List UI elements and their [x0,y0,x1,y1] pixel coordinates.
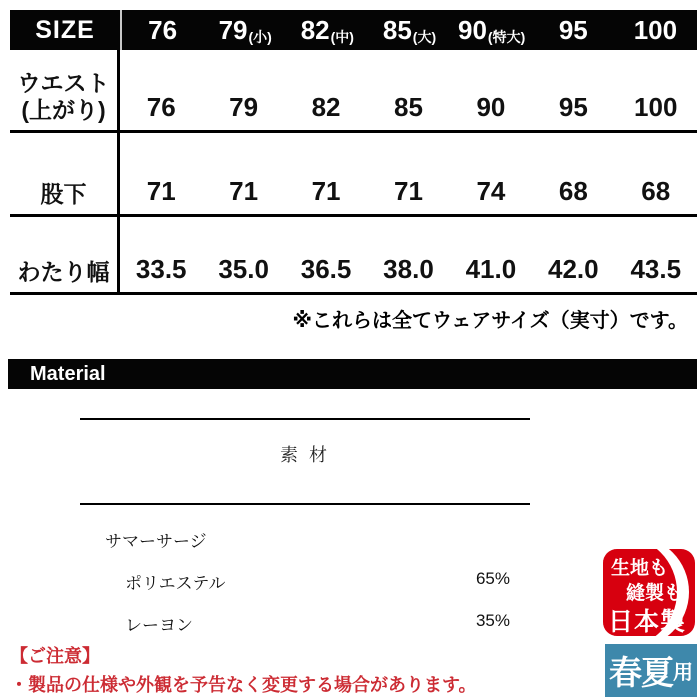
thigh-width-value: 43.5 [630,254,682,284]
inseam-value: 68 [558,176,588,206]
row-label-line2: (上がり) [21,97,106,123]
thigh-width-value: 41.0 [465,254,517,284]
size-suffix: (中) [330,29,354,45]
waist-value: 90 [476,92,506,122]
table-row-waist [10,50,697,133]
size-number: 95 [558,14,588,45]
size-suffix: (小) [248,29,272,45]
notice-block [10,645,477,696]
size-number: 100 [633,14,678,45]
size-suffix: (特大) [487,29,526,45]
row-label-inseam [10,133,120,214]
size-header-label: SIZE [10,10,122,50]
size-table-body [10,50,697,295]
size-suffix: (大) [412,29,437,45]
inseam-value: 68 [641,176,671,206]
size-number: 82 [300,14,330,45]
row-label-waist [10,50,120,130]
size-header-cell-85 [368,10,450,50]
size-header-cell-90 [451,10,533,50]
thigh-width-value: 38.0 [383,254,434,284]
size-header-cell-95 [533,10,615,50]
size-number: 85 [382,14,412,45]
inseam-value: 71 [146,176,176,206]
season-badge [605,644,697,697]
row-label-line1: わたり幅 [17,259,110,285]
thigh-width-value: 42.0 [548,254,599,284]
size-header-cell-76 [122,10,204,50]
table-row-thigh-width [10,217,697,295]
size-number: 90 [458,14,487,45]
component-name: ポリエステル [125,574,226,593]
size-number: 76 [148,14,178,45]
size-header-cell-100 [615,10,697,50]
thigh-width-value: 36.5 [300,254,352,284]
waist-value: 100 [634,92,678,122]
inseam-value: 71 [229,176,259,206]
season-badge-sub: 用 [673,662,693,684]
size-header-cell-79 [204,10,286,50]
inseam-value: 71 [394,176,423,206]
made-in-japan-badge [603,549,695,636]
thigh-width-value: 35.0 [218,254,269,284]
row-label-line1: 股下 [40,181,87,207]
made-in-japan-text [603,549,695,636]
notice-body: ・製品の仕様や外観を予告なく変更する場合があります。 [10,675,477,695]
thigh-width-value: 33.5 [135,254,187,284]
size-note: ※これらは全てウェアサイズ（実寸）です。 [292,310,688,332]
row-label-line1: ウエスト [17,70,110,96]
size-table-header [10,10,697,50]
material-divider [80,503,530,505]
waist-value: 95 [558,92,588,122]
notice-title: 【ご注意】 [10,646,100,666]
component-name: レーヨン [125,616,193,635]
table-row-inseam [10,133,697,217]
season-badge-main: 春夏 [609,654,673,691]
badge-line3: 日本製 [608,607,687,636]
size-header-cell-82 [286,10,368,50]
size-header-columns [122,10,697,50]
inseam-value: 74 [476,176,506,206]
row-label-thigh-width [10,217,120,292]
size-number: 79 [218,14,248,45]
component-percent: 65% [475,569,510,588]
badge-line2: 縫製も [626,582,684,604]
waist-value: 85 [394,92,423,122]
waist-value: 79 [229,92,259,122]
material-component-row [80,569,530,594]
waist-value: 76 [146,92,176,122]
component-percent: 35% [475,611,510,630]
inseam-value: 71 [311,176,341,206]
waist-value: 82 [311,92,341,122]
material-title: 素 材 [279,445,330,465]
material-section-bar: Material [8,359,697,389]
material-table [80,418,530,636]
material-component-row [80,611,530,636]
badge-line1: 生地も [611,557,669,579]
material-fabric-name: サマーサージ [105,532,207,551]
